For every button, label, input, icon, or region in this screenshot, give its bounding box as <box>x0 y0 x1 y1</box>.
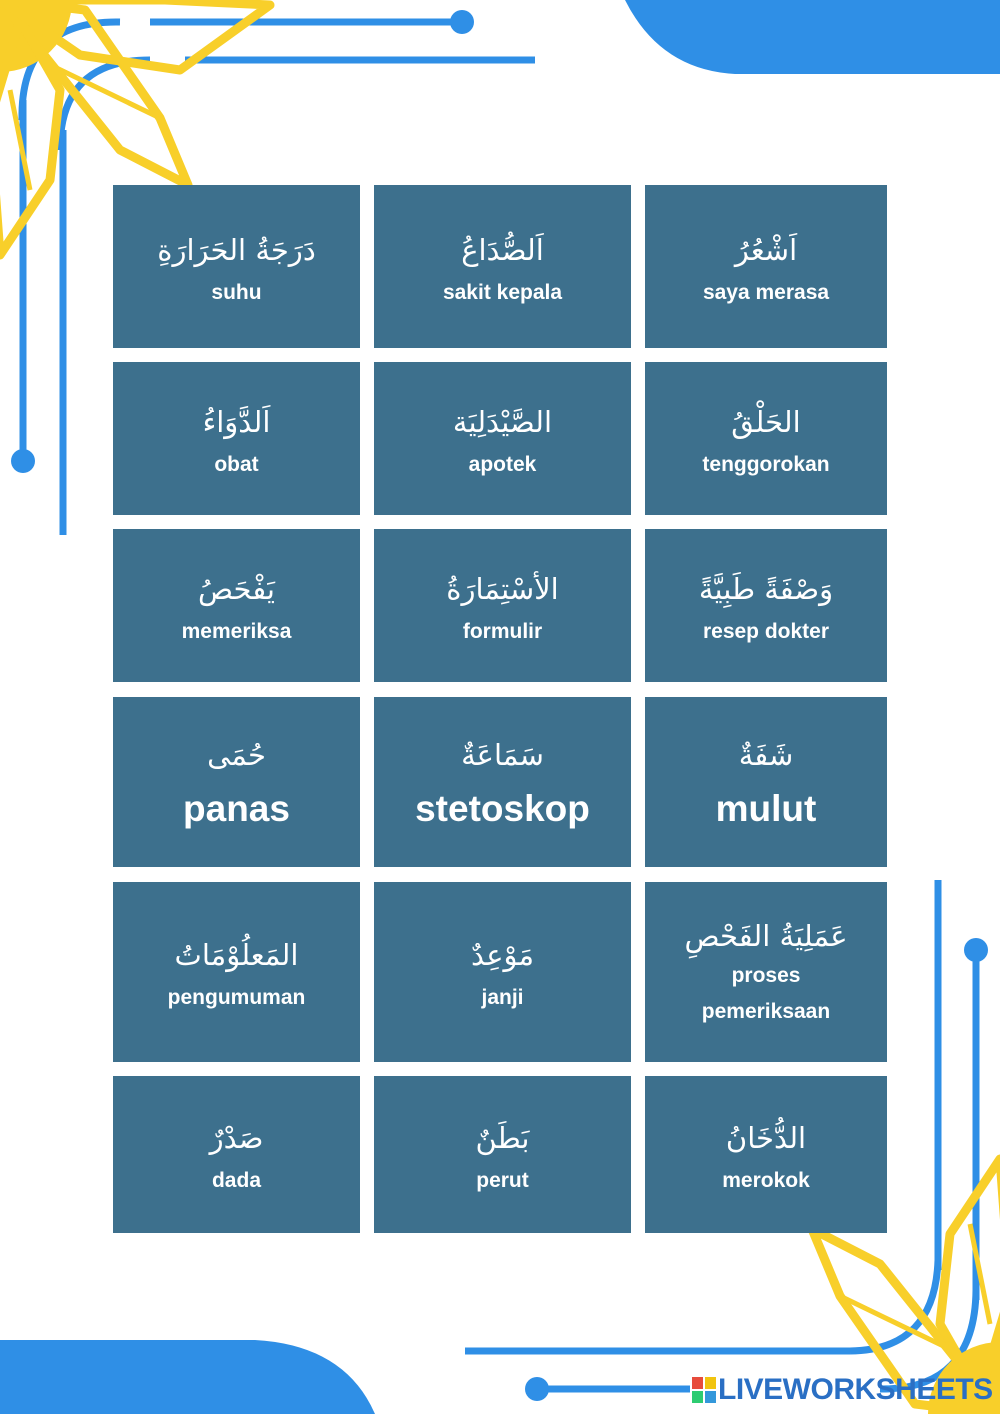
vocab-card <box>374 529 631 682</box>
vocab-card <box>113 882 360 1062</box>
arabic-word: صَدْرٌ <box>209 1120 264 1155</box>
indonesian-meaning: tenggorokan <box>702 452 830 476</box>
indonesian-meaning: suhu <box>211 280 262 304</box>
indonesian-meaning: formulir <box>462 619 543 643</box>
indonesian-meaning: dada <box>211 1168 261 1192</box>
vocab-card <box>113 1076 360 1233</box>
bottom-left-blob <box>0 1340 375 1414</box>
vocab-card <box>645 362 887 515</box>
indonesian-meaning: sakit kepala <box>442 280 563 304</box>
right-line-dot <box>964 938 988 962</box>
arabic-word: دَرَجَةُ الحَرَارَةِ <box>157 232 316 267</box>
indonesian-meaning: perut <box>476 1168 529 1192</box>
indonesian-meaning: janji <box>481 986 524 1009</box>
liveworksheets-watermark <box>692 1373 993 1407</box>
arabic-word: سَمَاعَةٌ <box>461 738 544 772</box>
vocab-card <box>374 697 631 867</box>
arabic-word: الحَلْقُ <box>731 404 801 439</box>
vocab-card <box>113 185 360 348</box>
indonesian-meaning: panas <box>183 788 290 829</box>
indonesian-meaning: stetoskop <box>415 788 590 829</box>
bottom-line-dot <box>525 1377 549 1401</box>
indonesian-meaning: resep dokter <box>702 619 830 643</box>
arabic-word: اَلدَّوَاءُ <box>202 404 271 439</box>
vocab-card <box>645 697 887 867</box>
arabic-word: اَلصُّدَاعُ <box>461 232 544 267</box>
arabic-word: شَفَةٌ <box>738 738 794 772</box>
vocab-card <box>374 1076 631 1233</box>
arabic-word: عَمَلِيَةُ الفَحْصِ <box>684 919 848 953</box>
indonesian-meaning: memeriksa <box>181 619 292 643</box>
arabic-word: الأسْتِمَارَةُ <box>446 571 559 606</box>
indonesian-meaning: merokok <box>722 1168 810 1192</box>
vocab-card <box>374 362 631 515</box>
vocab-card <box>645 1076 887 1233</box>
indonesian-meaning-line-2: pemeriksaan <box>701 1000 831 1023</box>
arabic-word: حُمَى <box>207 738 266 772</box>
indonesian-meaning: pengumuman <box>167 986 306 1009</box>
vocab-card <box>113 362 360 515</box>
indonesian-meaning: saya merasa <box>702 280 830 304</box>
vocab-card <box>113 529 360 682</box>
arabic-word: الصَّيْدَلِيَة <box>452 404 553 439</box>
arabic-word: يَفْحَصُ <box>198 571 275 606</box>
arabic-word: بَطَنٌ <box>475 1120 530 1155</box>
vocab-card <box>113 697 360 867</box>
top-right-blob <box>625 0 1000 74</box>
arabic-word: المَعلُوْمَاتُ <box>174 938 299 972</box>
brand-name: LIVEWORKSHEETS <box>718 1373 993 1406</box>
indonesian-meaning-line-1: proses <box>731 964 801 987</box>
vocab-card <box>645 529 887 682</box>
vocab-card <box>645 882 887 1062</box>
vocab-card <box>374 882 631 1062</box>
top-line-dot <box>450 10 474 34</box>
left-line-dot <box>11 449 35 473</box>
liveworksheets-logo-icon <box>692 1377 716 1403</box>
indonesian-meaning: apotek <box>468 452 537 476</box>
arabic-word: اَشْعُرُ <box>734 232 798 267</box>
vocab-card <box>374 185 631 348</box>
arabic-word: وَصْفَةً طَبِيَّةً <box>698 571 834 606</box>
arabic-word: الدُّخَانُ <box>725 1120 807 1155</box>
indonesian-meaning: mulut <box>715 788 817 829</box>
vocab-card <box>645 185 887 348</box>
arabic-word: مَوْعِدٌ <box>470 938 535 972</box>
indonesian-meaning: obat <box>214 452 259 476</box>
